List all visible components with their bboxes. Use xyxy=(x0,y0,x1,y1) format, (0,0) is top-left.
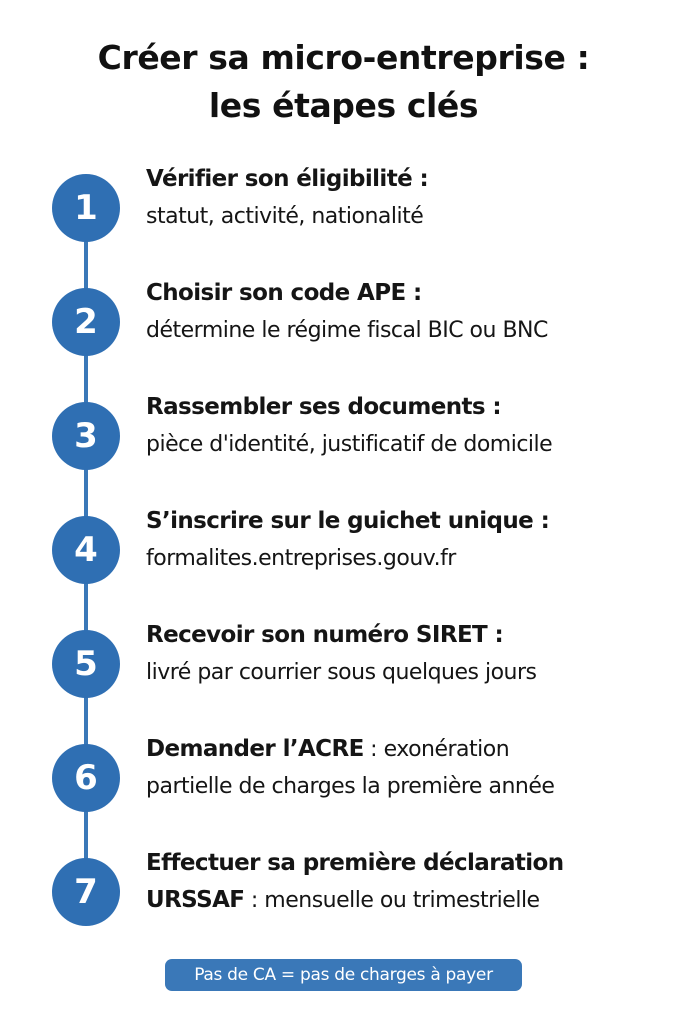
step-text-3 xyxy=(146,389,676,463)
step-detail-bold-7: URSSAF xyxy=(146,887,245,913)
step-number-5: 5 xyxy=(52,630,120,698)
step-heading-3 xyxy=(146,389,676,426)
page-title xyxy=(0,34,687,130)
step-number-7: 7 xyxy=(52,858,120,926)
step-heading-2 xyxy=(146,275,676,312)
step-heading-1 xyxy=(146,161,676,198)
step-bold-5: Recevoir son numéro SIRET : xyxy=(146,622,504,648)
step-bold-4: S’inscrire sur le guichet unique : xyxy=(146,508,550,534)
step-number-3: 3 xyxy=(52,402,120,470)
step-number-4: 4 xyxy=(52,516,120,584)
step-3 xyxy=(0,394,687,502)
step-detail-rest-7: : mensuelle ou trimestrielle xyxy=(244,888,540,913)
step-heading-5 xyxy=(146,617,676,654)
step-text-4 xyxy=(146,503,676,577)
step-heading-4 xyxy=(146,503,676,540)
step-bold-2: Choisir son code APE : xyxy=(146,280,422,306)
step-1 xyxy=(0,166,687,274)
step-detail-3: pièce d'identité, justificatif de domicile xyxy=(146,432,553,457)
step-6 xyxy=(0,736,687,844)
step-bold-7: Effectuer sa première déclaration xyxy=(146,850,564,876)
step-number-1: 1 xyxy=(52,174,120,242)
step-number-2: 2 xyxy=(52,288,120,356)
step-detail-5: livré par courrier sous quelques jours xyxy=(146,660,537,685)
step-detail-4: formalites.entreprises.gouv.fr xyxy=(146,546,456,571)
step-2 xyxy=(0,280,687,388)
step-5 xyxy=(0,622,687,730)
step-4 xyxy=(0,508,687,616)
step-text-5 xyxy=(146,617,676,691)
step-bold-3: Rassembler ses documents : xyxy=(146,394,501,420)
title-line-1: Créer sa micro-entreprise : xyxy=(97,38,590,77)
step-heading-6 xyxy=(146,731,676,768)
step-bold-1: Vérifier son éligibilité : xyxy=(146,166,429,192)
step-detail-7 xyxy=(146,882,676,919)
step-text-1 xyxy=(146,161,676,235)
step-text-7 xyxy=(146,845,676,919)
step-detail-1: statut, activité, nationalité xyxy=(146,204,424,229)
step-heading-7 xyxy=(146,845,676,882)
step-detail-6: partielle de charges la première année xyxy=(146,774,555,799)
footer-note-badge: Pas de CA = pas de charges à payer xyxy=(165,959,522,991)
title-line-2: les étapes clés xyxy=(208,86,479,125)
step-number-6: 6 xyxy=(52,744,120,812)
step-bold-6: Demander l’ACRE xyxy=(146,736,364,762)
step-text-2 xyxy=(146,275,676,349)
step-rest-6: : exonération xyxy=(363,737,510,762)
step-detail-2: détermine le régime fiscal BIC ou BNC xyxy=(146,318,548,343)
step-7 xyxy=(0,850,687,958)
step-text-6 xyxy=(146,731,676,805)
